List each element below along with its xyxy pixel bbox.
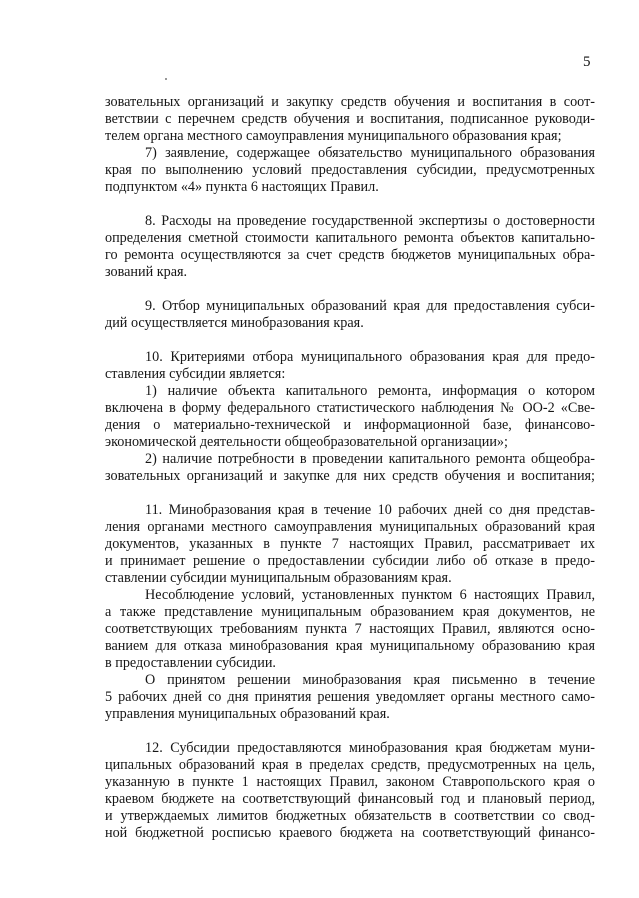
text-line: и принимает решение о предоставлении субсидии либо об отказе в предо-: [105, 553, 595, 569]
text-line: О принятом решении минобразования края письменно в течение: [145, 672, 595, 688]
text-line: ставлении субсидии муниципальным образованиям края.: [105, 570, 452, 586]
text-line: 5 рабочих дней со дня принятия решения уведомляет органы местного само-: [105, 689, 595, 705]
text-line: ветствии с перечнем средств обучения и воспитания, подписанное руководи-: [105, 111, 595, 127]
text-line: 11. Минобразования края в течение 10 рабочих дней со дня представ-: [145, 502, 595, 518]
text-line: телем органа местного самоуправления муниципального образования края;: [105, 128, 562, 144]
text-line: а также представление муниципальным образованием края документов, не: [105, 604, 595, 620]
text-line: и утверждаемых лимитов бюджетных обязательств в соответствии со свод-: [105, 808, 595, 824]
text-line: ванием для отказа минобразования края муниципальному образованию края: [105, 638, 595, 654]
text-line: экономической деятельности общеобразовательной организации»;: [105, 434, 508, 450]
text-line: зовательных организаций и закупку средств обучения и воспитания в соот-: [105, 94, 595, 110]
text-line: края по выполнению условий предоставления субсидии, предусмотренных: [105, 162, 595, 178]
text-line: 2) наличие потребности в проведении капитального ремонта общеобра-: [145, 451, 595, 467]
text-line: го ремонта осуществляются за счет средств бюджетов муниципальных обра-: [105, 247, 595, 263]
text-line: соответствующих требованиям пункта 7 настоящих Правил, являются осно-: [105, 621, 595, 637]
text-line: 7) заявление, содержащее обязательство муниципального образования: [145, 145, 595, 161]
text-line: зовательных организаций и закупке для них средств обучения и воспитания;: [105, 468, 595, 484]
text-line: включена в форму федерального статистического наблюдения № ОО-2 «Све-: [105, 400, 595, 416]
text-line: ной бюджетной росписью краевого бюджета на соответствующий финансо-: [105, 825, 595, 841]
text-line: определения сметной стоимости капитального ремонта объектов капитально-: [105, 230, 595, 246]
text-line: документов, указанных в пункте 7 настоящих Правил, рассматривает их: [105, 536, 595, 552]
text-line: ставления субсидии является:: [105, 366, 286, 382]
text-line: Несоблюдение условий, установленных пунктом 6 настоящих Правил,: [145, 587, 595, 603]
text-line: 8. Расходы на проведение государственной экспертизы о достоверности: [145, 213, 595, 229]
text-line: подпунктом «4» пункта 6 настоящих Правил.: [105, 179, 379, 195]
text-line: 9. Отбор муниципальных образований края для предоставления субси-: [145, 298, 595, 314]
text-line: 12. Субсидии предоставляются минобразования края бюджетам муни-: [145, 740, 595, 756]
text-line: указанную в пункте 1 настоящих Правил, законом Ставропольского края о: [105, 774, 595, 790]
text-line: управления муниципальных образований края.: [105, 706, 390, 722]
text-line: 1) наличие объекта капитального ремонта, информация о котором: [145, 383, 595, 399]
text-line: дения о материально-технической и информационной базе, финансово-: [105, 417, 595, 433]
text-line: в предоставлении субсидии.: [105, 655, 276, 671]
page-number: 5: [583, 54, 591, 70]
text-line: зований края.: [105, 264, 188, 280]
scan-speck: [165, 78, 167, 80]
text-line: 10. Критериями отбора муниципального образования края для предо-: [145, 349, 595, 365]
text-line: краевом бюджете на соответствующий финансовый год и плановый период,: [105, 791, 595, 807]
text-line: дий осуществляется минобразования края.: [105, 315, 364, 331]
text-line: ципальных образований края в пределах средств, предусмотренных на цель,: [105, 757, 595, 773]
text-line: ления органами местного самоуправления муниципальных образований края: [105, 519, 595, 535]
